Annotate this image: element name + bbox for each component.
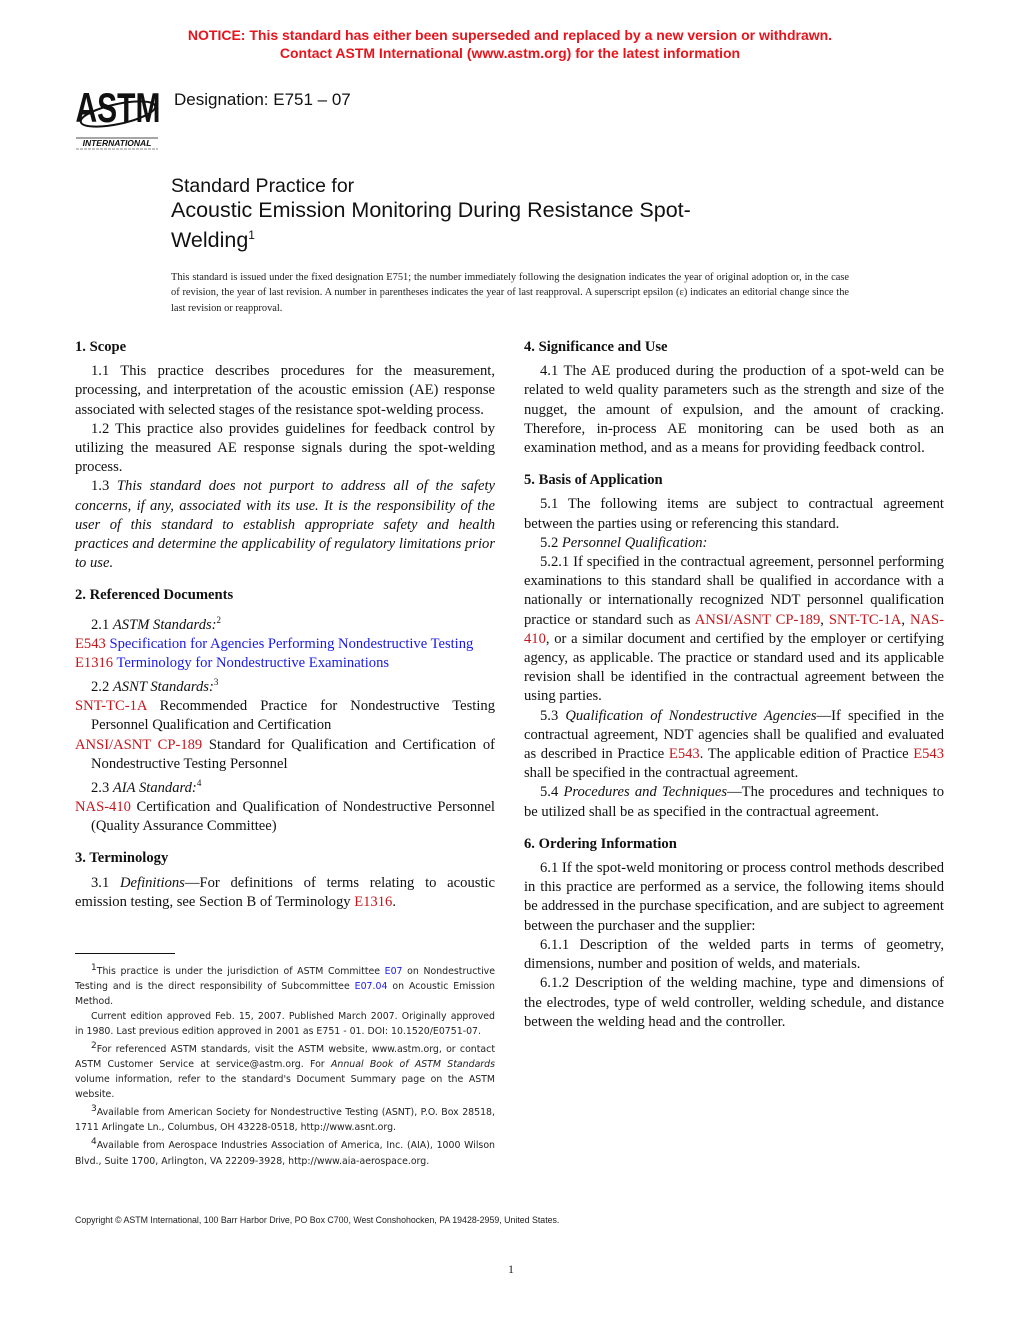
footnote-1: $^1$This practice is under the jurisdiction of ASTM Committee E07 on Nondestructive Testing and is the direct responsibility of Subcommittee E07.04 on Acoustic Emission Method. xyxy=(75,963,496,1008)
link-e1316-title[interactable]: Terminology for Nondestructive Examinations xyxy=(116,654,390,671)
link-cp-189-inline[interactable]: ANSI/ASNT CP-189 xyxy=(694,611,821,628)
para-6-1: 6.1 If the spot-weld monitoring or process control methods described in this practice are performed as a service, the following items should be addressed in the purchase specification, and are subject to agreement between the purchaser and the supplier: xyxy=(524,860,944,934)
link-cp-189[interactable]: ANSI/ASNT CP-189 xyxy=(75,736,203,753)
document-title xyxy=(171,174,871,253)
title-line-3: Welding$^1$ xyxy=(171,228,255,253)
left-column xyxy=(75,338,495,912)
footnote-divider xyxy=(75,953,175,954)
footnote-4: $^4$Available from Aerospace Industries Association of America, Inc. (AIA), 1000 Wilson Blvd., Suite 1700, Arlington, VA 22209-3928, http://www.aia-aerospace.org. xyxy=(75,1137,495,1167)
para-1-2: 1.2 This practice also provides guidelines for feedback control by utilizing the measured AE response signals during the spot-welding process. xyxy=(75,420,495,476)
link-e07[interactable]: E07 xyxy=(384,966,403,978)
para-6-1-2: 6.1.2 Description of the welding machine, type and dimensions of the electrodes, type of weld controller, welding schedule, and distance between the welding head and the controller. xyxy=(524,975,944,1030)
title-line-2: Acoustic Emission Monitoring During Resistance Spot- xyxy=(171,198,691,222)
section-2-heading: 2. Referenced Documents xyxy=(75,587,234,604)
para-5-2: 5.2 Personnel Qualification: xyxy=(540,534,708,551)
link-snt-tc-1a-inline[interactable]: SNT-TC-1A xyxy=(828,611,902,628)
svg-text:ASTM: ASTM xyxy=(75,84,160,132)
para-2-2: 2.2 ASNT Standards:$^3$ xyxy=(91,677,219,695)
link-nas-410[interactable]: NAS-410 xyxy=(75,799,131,816)
section-3-heading: 3. Terminology xyxy=(75,850,169,867)
link-e543[interactable]: E543 xyxy=(75,635,106,652)
svg-text:INTERNATIONAL: INTERNATIONAL xyxy=(82,138,152,148)
withdrawn-notice xyxy=(0,26,1020,62)
para-5-3: 5.3 Qualification of Nondestructive Agencies—If specified in the contractual agreement, NDT agencies shall be qualified and evaluated as described in Practice E543. The applicable edition of Practice E543 shall be specified in the contractual agreement. xyxy=(524,707,945,782)
section-6-heading: 6. Ordering Information xyxy=(524,835,677,852)
ref-nas-410: NAS-410 Certification and Qualification of Nondestructive Personnel (Quality Assurance Committee) xyxy=(75,799,495,835)
ref-e543 xyxy=(75,635,495,654)
notice-line-2: Contact ASTM International (www.astm.org) for the latest information xyxy=(279,45,741,61)
section-4-heading: 4. Significance and Use xyxy=(524,339,668,355)
footnote-1-edition: Current edition approved Feb. 15, 2007. Published March 2007. Originally approved in 1980. Last previous edition approved in 2001 as E751 - 01. DOI: 10.1520/E0751-07. xyxy=(75,1011,495,1038)
notice-line-1: NOTICE: This standard has either been superseded and replaced by a new version or withdrawn. xyxy=(187,27,833,43)
para-2-3: 2.3 AIA Standard:$^4$ xyxy=(91,777,202,796)
para-6-1-1: 6.1.1 Description of the welded parts in terms of geometry, dimensions, number and position of welds, and materials. xyxy=(524,936,944,973)
page-number: 1 xyxy=(508,1262,514,1276)
title-footnote-mark: 1 xyxy=(248,228,255,242)
link-e543-inline-1[interactable]: E543 xyxy=(668,746,700,763)
link-e07-04[interactable]: E07.04 xyxy=(354,981,388,993)
link-e543-title[interactable]: Specification for Agencies Performing Nondestructive Testing xyxy=(109,635,474,652)
astm-logo-icon xyxy=(74,80,160,150)
astm-logo xyxy=(74,80,160,150)
para-5-1: 5.1 The following items are subject to contractual agreement between the parties using or referencing this standard. xyxy=(524,496,944,532)
para-4-1: 4.1 The AE produced during the production of a spot-weld can be related to weld quality parameters such as the strength and size of the nugget, the amount of expulsion, and the amount of cracking. Therefore, in-process AE monitoring can be used both as an examination method, and as a means for providing feedback control. xyxy=(524,363,944,457)
para-1-3: 1.3 This standard does not purport to address all of the safety concerns, if any, associated with its use. It is the responsibility of the user of this standard to establish appropriate safety and health practices and determine the applicability of regulatory limitations prior to use. xyxy=(75,478,495,572)
ref-cp-189: ANSI/ASNT CP-189 Standard for Qualification and Certification of Nondestructive Testing Personnel xyxy=(75,736,495,772)
link-snt-tc-1a[interactable]: SNT-TC-1A xyxy=(75,698,147,715)
para-2-1: 2.1 ASTM Standards:$^2$ xyxy=(91,614,222,633)
issued-note: This standard is issued under the fixed designation E751; the number immediately following the designation indicates the year of original adoption or, in the case of revision, the year of last revision. A number in parentheses indicates the year of last reapproval. A superscript epsilon (ε) indicates an editorial change since the last revision or reapproval. xyxy=(171,272,849,314)
footnote-3: $^3$Available from American Society for Nondestructive Testing (ASNT), P.O. Box 28518, 1711 Arlingate Ln., Columbus, OH 43228-0518, http://www.asnt.org. xyxy=(75,1104,495,1134)
link-e1316[interactable]: E1316 xyxy=(75,654,114,671)
footnote-2: $^2$For referenced ASTM standards, visit the ASTM website, www.astm.org, or contact ASTM Customer Service at service@astm.org. For Annual Book of ASTM Standards volume information, refer to the standard's Document Summary page on the ASTM website. xyxy=(75,1041,495,1101)
ref-e1316 xyxy=(75,654,495,673)
designation: Designation: E751 – 07 xyxy=(174,90,351,109)
para-5-2-1: 5.2.1 If specified in the contractual agreement, personnel performing examinations to this standard shall be qualified in accordance with a nationally or internationally recognized NDT personnel qualification practice or standard such as ANSI/ASNT CP-189, SNT-TC-1A, NAS-410, or a similar document and certified by the employer or certifying agency, as applicable. The practice or standard used and its applicable revision shall be identified in the contractual agreement between the using parties. xyxy=(524,554,944,705)
link-nas-410-inline[interactable]: NAS-410 xyxy=(524,611,944,647)
link-e1316-terminology[interactable]: E1316 xyxy=(354,893,393,910)
footnotes xyxy=(75,961,495,1169)
para-3-1: 3.1 Definitions—For definitions of terms relating to acoustic emission testing, see Section B of Terminology E1316. xyxy=(75,874,496,910)
section-1-heading: 1. Scope xyxy=(75,339,127,355)
para-1-1: 1.1 This practice describes procedures for the measurement, processing, and interpretation of the acoustic emission (AE) response associated with selected stages of the resistance spot-welding process. xyxy=(75,363,495,418)
right-column xyxy=(524,338,944,1032)
section-5-heading: 5. Basis of Application xyxy=(524,472,663,489)
para-5-4: 5.4 Procedures and Techniques—The procedures and techniques to be utilized shall be as specified in the contractual agreement. xyxy=(524,784,945,820)
copyright-line: Copyright © ASTM International, 100 Barr Harbor Drive, PO Box C700, West Conshohocken, PA 19428-2959, United States. xyxy=(75,1215,560,1225)
link-e543-inline-2[interactable]: E543 xyxy=(913,746,944,763)
ref-snt-tc-1a: SNT-TC-1A Recommended Practice for Nondestructive Testing Personnel Qualification and Certification xyxy=(75,698,495,734)
title-line-1: Standard Practice for xyxy=(171,175,355,197)
